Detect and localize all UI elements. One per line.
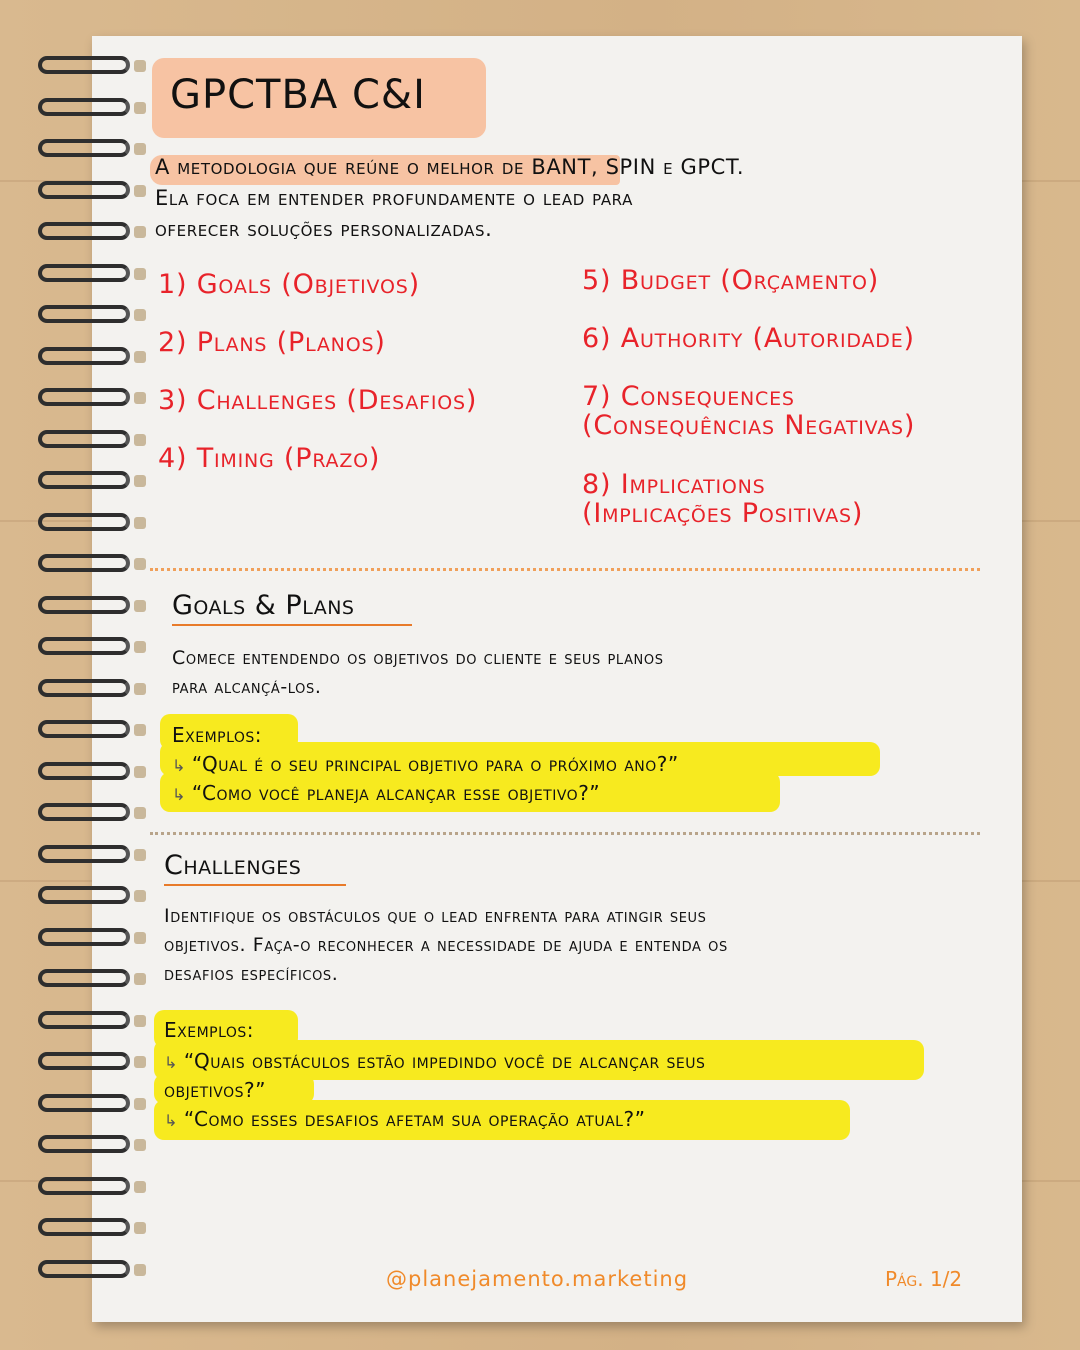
spiral-ring	[38, 1052, 138, 1074]
example-text: “Qual é o seu principal objetivo para o próximo ano?”	[191, 752, 679, 776]
spiral-ring	[38, 98, 138, 120]
spiral-hole	[134, 517, 146, 529]
divider	[150, 568, 980, 571]
list-item: (Implicações Positivas)	[582, 498, 864, 529]
spiral-loop	[38, 596, 130, 614]
example-text: objetivos?”	[164, 1078, 266, 1102]
spiral-loop	[38, 56, 130, 74]
spiral-ring	[38, 803, 138, 825]
spiral-hole	[134, 932, 146, 944]
spiral-ring	[38, 928, 138, 950]
spiral-hole	[134, 351, 146, 363]
spiral-loop	[38, 222, 130, 240]
spiral-loop	[38, 139, 130, 157]
spiral-hole	[134, 683, 146, 695]
example-item	[172, 750, 679, 780]
list-right	[582, 266, 1012, 536]
spiral-hole	[134, 807, 146, 819]
spiral-loop	[38, 98, 130, 116]
spiral-hole	[134, 600, 146, 612]
spiral-loop	[38, 886, 130, 904]
spiral-loop	[38, 803, 130, 821]
list-item: 4) Timing (Prazo)	[158, 443, 381, 474]
spiral-hole	[134, 226, 146, 238]
spiral-hole	[134, 185, 146, 197]
spiral-hole	[134, 309, 146, 321]
social-handle: @planejamento.marketing	[386, 1267, 689, 1291]
spiral-ring	[38, 1094, 138, 1116]
spiral-loop	[38, 430, 130, 448]
spiral-ring	[38, 1177, 138, 1199]
example-item	[164, 1105, 645, 1135]
spiral-ring	[38, 1135, 138, 1157]
arrow-return-icon: ↳	[172, 756, 186, 775]
spiral-ring	[38, 1011, 138, 1033]
examples-label: Exemplos:	[172, 723, 263, 747]
spiral-hole	[134, 766, 146, 778]
list-item: (Consequências Negativas)	[582, 410, 916, 441]
text-line: desafios específicos.	[164, 963, 339, 985]
spiral-binding-icon	[38, 56, 148, 1296]
spiral-loop	[38, 845, 130, 863]
spiral-hole	[134, 60, 146, 72]
spiral-ring	[38, 513, 138, 535]
spiral-ring	[38, 222, 138, 244]
spiral-loop	[38, 264, 130, 282]
spiral-loop	[38, 1094, 130, 1112]
spiral-loop	[38, 969, 130, 987]
heading-underline	[172, 624, 412, 626]
arrow-return-icon: ↳	[172, 785, 186, 804]
list-item: 7) Consequences	[582, 381, 795, 412]
intro-line: Ela foca em entender profundamente o lead para	[155, 186, 633, 210]
examples-label: Exemplos:	[164, 1018, 255, 1042]
spiral-ring	[38, 554, 138, 576]
spiral-ring	[38, 139, 138, 161]
list-item: 8) Implications	[582, 469, 766, 500]
spiral-loop	[38, 1218, 130, 1236]
spiral-hole	[134, 558, 146, 570]
spiral-ring	[38, 679, 138, 701]
spiral-ring	[38, 56, 138, 78]
spiral-hole	[134, 434, 146, 446]
spiral-hole	[134, 641, 146, 653]
spiral-hole	[134, 724, 146, 736]
heading-underline	[164, 884, 346, 886]
example-item	[164, 1047, 705, 1077]
spiral-loop	[38, 679, 130, 697]
section-heading-challenges: Challenges	[164, 850, 302, 881]
spiral-hole	[134, 849, 146, 861]
arrow-return-icon: ↳	[164, 1053, 178, 1072]
spiral-hole	[134, 1056, 146, 1068]
spiral-loop	[38, 305, 130, 323]
spiral-loop	[38, 637, 130, 655]
spiral-loop	[38, 347, 130, 365]
text-line: objetivos. Faça-o reconhecer a necessidade de ajuda e entenda os	[164, 934, 728, 956]
spiral-loop	[38, 1177, 130, 1195]
spiral-hole	[134, 1264, 146, 1276]
divider	[150, 832, 980, 835]
spiral-hole	[134, 392, 146, 404]
text-line: Identifique os obstáculos que o lead enfrenta para atingir seus	[164, 905, 707, 927]
example-text: “Como esses desafios afetam sua operação atual?”	[183, 1107, 646, 1131]
spiral-hole	[134, 102, 146, 114]
spiral-loop	[38, 554, 130, 572]
intro-line: A metodologia que reúne o melhor de BANT, SPIN e GPCT.	[155, 155, 745, 179]
spiral-ring	[38, 845, 138, 867]
spiral-ring	[38, 720, 138, 742]
list-item: 6) Authority (Autoridade)	[582, 323, 915, 354]
spiral-loop	[38, 720, 130, 738]
list-item: 2) Plans (Planos)	[158, 327, 386, 358]
spiral-ring	[38, 471, 138, 493]
spiral-loop	[38, 928, 130, 946]
spiral-ring	[38, 388, 138, 410]
spiral-loop	[38, 1052, 130, 1070]
page-title: GPCTBA C&I	[170, 72, 426, 118]
list-item: 1) Goals (Objetivos)	[158, 269, 420, 300]
spiral-hole	[134, 268, 146, 280]
spiral-hole	[134, 1181, 146, 1193]
spiral-ring	[38, 1260, 138, 1282]
intro-line: oferecer soluções personalizadas.	[155, 217, 493, 241]
example-text: “Como você planeja alcançar esse objetivo?”	[191, 781, 601, 805]
spiral-loop	[38, 1011, 130, 1029]
arrow-return-icon: ↳	[164, 1111, 178, 1130]
list-item: 5) Budget (Orçamento)	[582, 265, 880, 296]
spiral-hole	[134, 1098, 146, 1110]
spiral-hole	[134, 143, 146, 155]
spiral-loop	[38, 513, 130, 531]
spiral-ring	[38, 1218, 138, 1240]
spiral-ring	[38, 264, 138, 286]
spiral-hole	[134, 475, 146, 487]
page-number: Pág. 1/2	[885, 1267, 963, 1291]
spiral-ring	[38, 762, 138, 784]
text-line: para alcançá-los.	[172, 676, 322, 698]
spiral-loop	[38, 1260, 130, 1278]
spiral-hole	[134, 973, 146, 985]
intro-text	[155, 152, 1015, 245]
list-item: 3) Challenges (Desafios)	[158, 385, 478, 416]
spiral-loop	[38, 471, 130, 489]
spiral-ring	[38, 596, 138, 618]
spiral-hole	[134, 1139, 146, 1151]
list-left	[158, 270, 578, 510]
text-line: Comece entendendo os objetivos do cliente e seus planos	[172, 647, 664, 669]
spiral-hole	[134, 1222, 146, 1234]
example-item	[164, 1076, 266, 1105]
example-item	[172, 779, 600, 809]
spiral-ring	[38, 347, 138, 369]
spiral-hole	[134, 1015, 146, 1027]
goals-plans-text	[172, 644, 992, 702]
spiral-ring	[38, 969, 138, 991]
spiral-ring	[38, 181, 138, 203]
spiral-ring	[38, 886, 138, 908]
spiral-ring	[38, 305, 138, 327]
spiral-ring	[38, 637, 138, 659]
spiral-ring	[38, 430, 138, 452]
spiral-hole	[134, 890, 146, 902]
spiral-loop	[38, 1135, 130, 1153]
challenges-text	[164, 902, 1004, 989]
spiral-loop	[38, 181, 130, 199]
spiral-loop	[38, 388, 130, 406]
section-heading-goals-plans: Goals & Plans	[172, 590, 355, 621]
example-text: “Quais obstáculos estão impedindo você de alcançar seus	[183, 1049, 706, 1073]
spiral-loop	[38, 762, 130, 780]
